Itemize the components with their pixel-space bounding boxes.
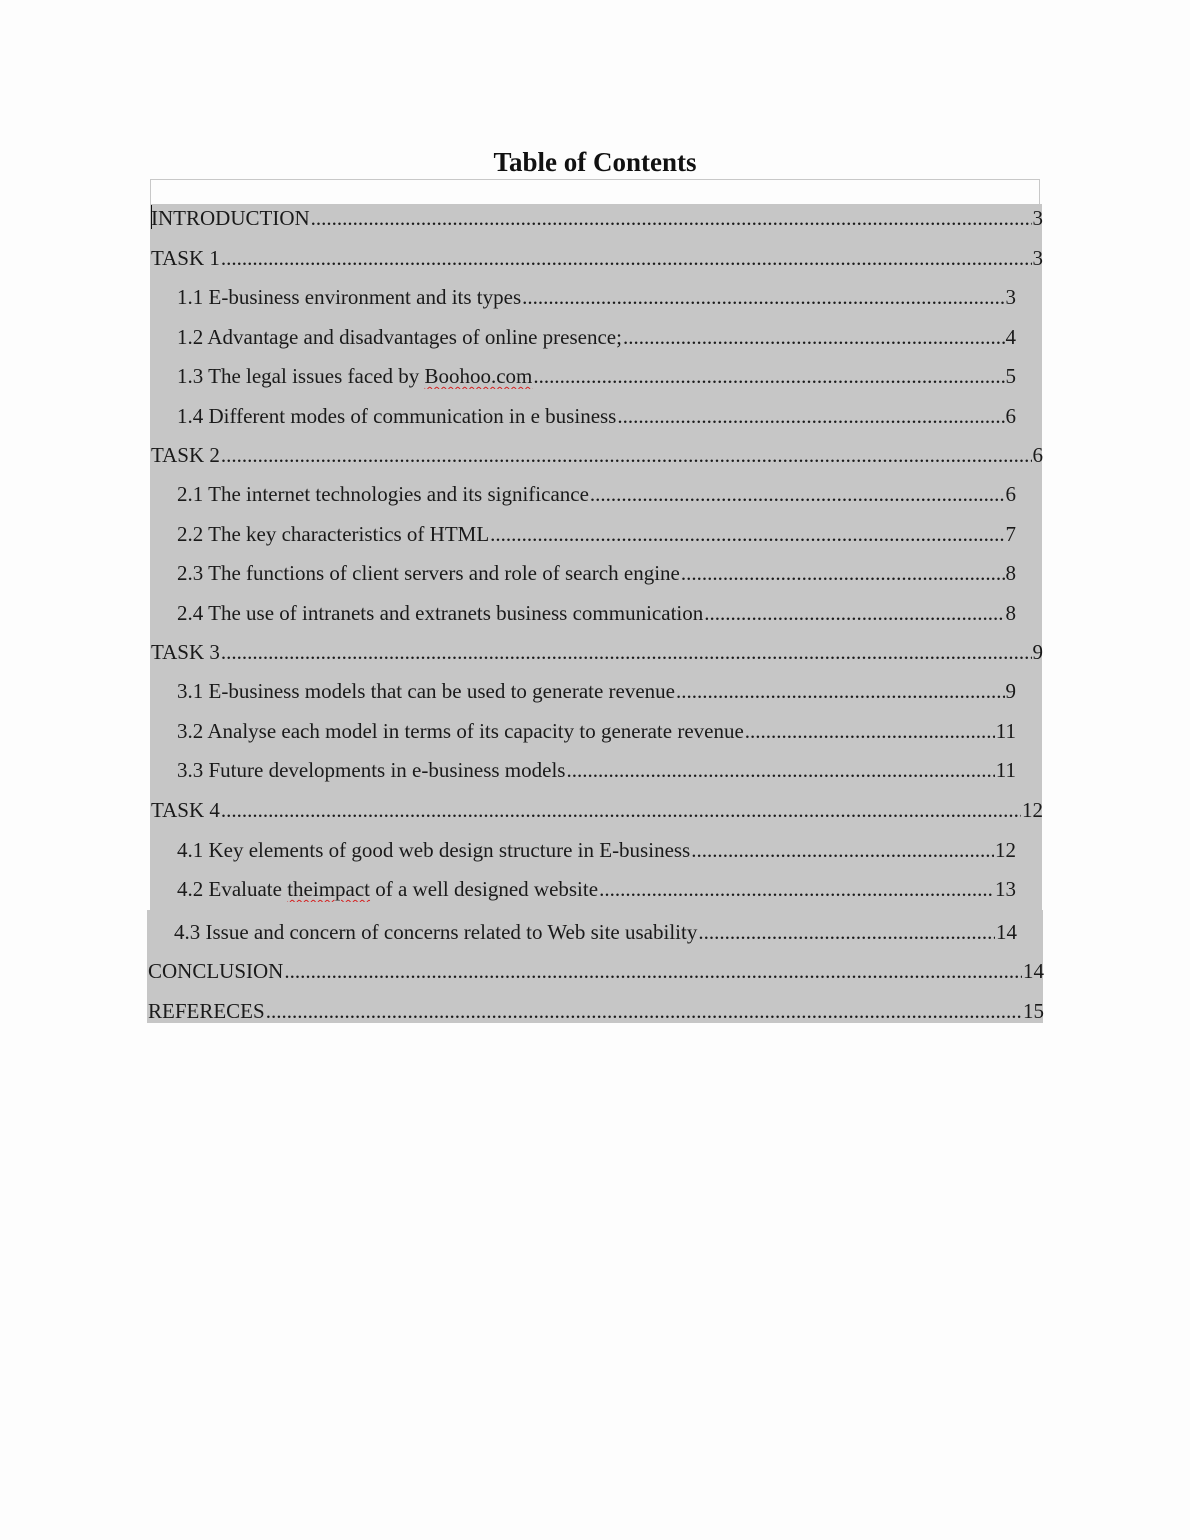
toc-entry-2-3[interactable]: [177, 560, 1016, 586]
toc-leader-dots: [617, 403, 1004, 429]
toc-page-number: 9: [1005, 679, 1016, 703]
spellcheck-flagged-word: theimpact: [287, 877, 371, 901]
toc-entry-label: TASK 2: [151, 443, 220, 467]
spellcheck-flagged-word: Boohoo.com: [424, 364, 533, 388]
toc-page-number: 12: [1022, 798, 1043, 822]
toc-entry-task-3[interactable]: [151, 639, 1043, 665]
toc-entry-label: TASK 4: [151, 798, 220, 822]
toc-leader-dots: [266, 998, 1022, 1024]
toc-page-number: 12: [995, 838, 1016, 862]
toc-leader-dots: [698, 919, 995, 945]
toc-leader-dots: [284, 958, 1022, 984]
toc-entry-label: 4.3 Issue and concern of concerns related to Web site usability: [174, 920, 698, 944]
toc-entry-4-2[interactable]: [177, 876, 1016, 902]
toc-page-number: 3: [1032, 206, 1043, 230]
toc-leader-dots: [681, 560, 1005, 586]
toc-leader-dots: [490, 521, 1004, 547]
toc-entry-label: 3.1 E-business models that can be used to generate revenue: [177, 679, 676, 703]
toc-page-number: 13: [995, 877, 1016, 901]
toc-page-number: 11: [995, 719, 1016, 743]
toc-entry-label: [177, 876, 598, 902]
toc-page-number: 7: [1005, 522, 1016, 546]
toc-entry-label: 4.1 Key elements of good web design structure in E-business: [177, 838, 691, 862]
toc-entry-3-2[interactable]: [177, 718, 1016, 744]
toc-page-number: 6: [1005, 482, 1016, 506]
toc-page-number: 3: [1005, 285, 1016, 309]
toc-leader-dots: [221, 245, 1032, 271]
toc-page-number: 15: [1023, 999, 1044, 1023]
toc-entry-label: 2.1 The internet technologies and its significance: [177, 482, 589, 506]
toc-entry-3-3[interactable]: [177, 757, 1016, 783]
toc-entry-label: INTRODUCTION: [151, 206, 310, 230]
toc-page-number: 11: [995, 758, 1016, 782]
toc-entry-label-text: 4.2 Evaluate: [177, 877, 288, 901]
toc-entry-task-1[interactable]: [151, 245, 1043, 271]
toc-entry-3-1[interactable]: [177, 678, 1016, 704]
toc-page-number: 5: [1005, 364, 1016, 388]
toc-leader-dots: [676, 678, 1004, 704]
toc-leader-dots: [533, 363, 1004, 389]
toc-entry-label: CONCLUSION: [148, 959, 284, 983]
toc-entry-label-text: of a well designed website: [370, 877, 599, 901]
toc-leader-dots: [566, 757, 994, 783]
toc-entry-label: TASK 1: [151, 246, 220, 270]
toc-leader-dots: [221, 442, 1032, 468]
toc-title: Table of Contents: [493, 147, 697, 177]
toc-entry-label: 1.4 Different modes of communication in e business: [177, 404, 617, 428]
toc-entry-task-2[interactable]: [151, 442, 1043, 468]
toc-leader-dots: [522, 284, 1004, 310]
toc-page-number: 9: [1032, 640, 1043, 664]
toc-entry-2-4[interactable]: [177, 600, 1016, 626]
toc-entry-2-1[interactable]: [177, 481, 1016, 507]
toc-entry-1-2[interactable]: [177, 324, 1016, 350]
toc-page-number: 6: [1005, 404, 1016, 428]
toc-page-number: 14: [1023, 959, 1044, 983]
toc-page-number: 3: [1032, 246, 1043, 270]
toc-leader-dots: [691, 837, 994, 863]
toc-entry-label: 2.3 The functions of client servers and role of search engine: [177, 561, 680, 585]
toc-entry-label: 3.3 Future developments in e-business models: [177, 758, 566, 782]
toc-entry-label-text: 1.3 The legal issues faced by: [177, 364, 425, 388]
toc-leader-dots: [745, 718, 995, 744]
toc-frame: [150, 179, 1040, 205]
toc-entry-label: TASK 3: [151, 640, 220, 664]
toc-entry-conclusion[interactable]: [148, 958, 1044, 984]
toc-page-number: 8: [1005, 601, 1016, 625]
toc-entry-introduction[interactable]: [151, 205, 1043, 231]
toc-leader-dots: [221, 639, 1032, 665]
toc-entry-label: 1.2 Advantage and disadvantages of online presence;: [177, 325, 622, 349]
toc-page-number: 6: [1032, 443, 1043, 467]
toc-page-number: 14: [996, 920, 1017, 944]
toc-entry-label: REFERECES: [148, 999, 265, 1023]
toc-entry-label: 2.4 The use of intranets and extranets business communication: [177, 601, 704, 625]
toc-leader-dots: [704, 600, 1004, 626]
toc-entry-label: 2.2 The key characteristics of HTML: [177, 522, 490, 546]
toc-entry-1-4[interactable]: [177, 403, 1016, 429]
toc-entry-label: 1.1 E-business environment and its types: [177, 285, 522, 309]
toc-entry-task-4[interactable]: [151, 797, 1043, 823]
toc-leader-dots: [221, 797, 1021, 823]
toc-entry-label: [177, 363, 532, 389]
toc-leader-dots: [311, 205, 1032, 231]
toc-entry-label: 3.2 Analyse each model in terms of its capacity to generate revenue: [177, 719, 744, 743]
toc-page-number: 8: [1005, 561, 1016, 585]
toc-leader-dots: [590, 481, 1005, 507]
toc-entry-1-3[interactable]: [177, 363, 1016, 389]
toc-leader-dots: [599, 876, 994, 902]
toc-entry-2-2[interactable]: [177, 521, 1016, 547]
toc-page-number: 4: [1005, 325, 1016, 349]
toc-entry-1-1[interactable]: [177, 284, 1016, 310]
toc-entry-references[interactable]: [148, 998, 1044, 1024]
toc-entry-4-3[interactable]: [174, 919, 1017, 945]
toc-leader-dots: [623, 324, 1005, 350]
toc-entry-4-1[interactable]: [177, 837, 1016, 863]
